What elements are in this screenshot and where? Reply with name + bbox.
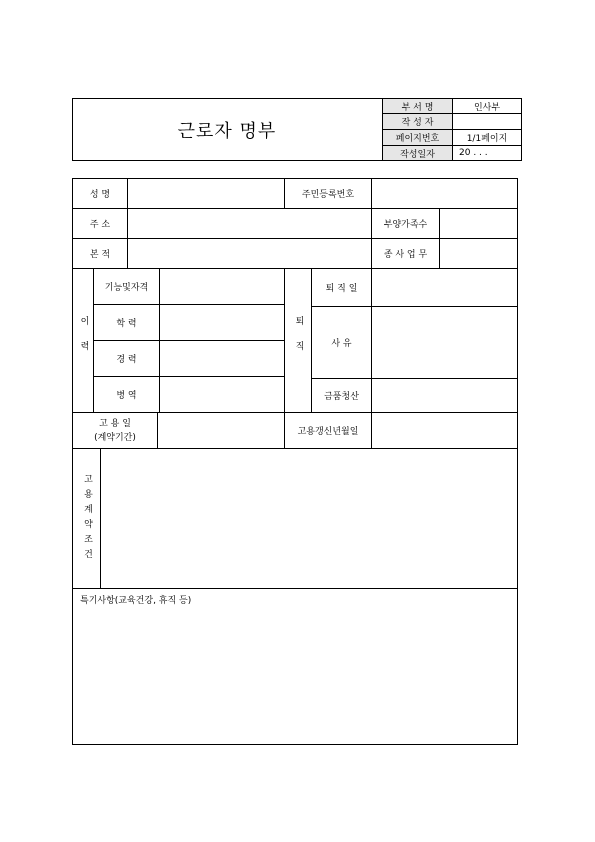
domicile-label: 본 적 xyxy=(89,250,111,260)
dependents-label: 부양가족수 xyxy=(383,220,428,230)
date-label: 작성일자 xyxy=(383,146,452,160)
author-label: 작 성 자 xyxy=(383,114,452,129)
dept-value: 인사부 xyxy=(473,102,501,113)
resident-number-label: 주민등록번호 xyxy=(301,190,355,200)
remarks-label: 특기사항(교육건강, 휴직 등) xyxy=(80,596,192,606)
name-label: 성 명 xyxy=(89,190,111,200)
history-label xyxy=(73,269,93,412)
author-value xyxy=(453,114,521,129)
education-label: 학 력 xyxy=(116,319,137,329)
address-label: 주 소 xyxy=(89,220,111,230)
hire-date-label xyxy=(73,413,157,448)
page-number-value: 1/1페이지 xyxy=(466,134,508,144)
date-value: 20 . . . xyxy=(459,148,488,158)
retirement-label-text: 퇴직 xyxy=(293,315,304,366)
contract-terms-label xyxy=(73,449,100,588)
career-label: 경 력 xyxy=(116,355,137,365)
dept-label: 부 서 명 xyxy=(383,99,452,113)
page-number-label: 페이지번호 xyxy=(383,130,452,145)
retire-date-label: 퇴 직 일 xyxy=(325,284,358,294)
renewal-date-label: 고용갱신년월일 xyxy=(297,427,359,437)
severance-label: 금품청산 xyxy=(324,392,359,402)
page-title: 근로자 명부 xyxy=(177,120,277,142)
history-label-text: 이력 xyxy=(78,315,89,366)
job-duty-label: 종 사 업 무 xyxy=(383,250,428,260)
form-box xyxy=(72,178,518,745)
reason-label: 사 유 xyxy=(331,339,352,349)
qualification-label: 기능및자격 xyxy=(104,283,149,293)
contract-period-text: (계약기간) xyxy=(94,432,136,443)
military-label: 병 역 xyxy=(116,391,137,401)
retirement-label xyxy=(285,269,311,412)
contract-terms-text: 고용계약조건 xyxy=(82,473,92,564)
hire-date-text: 고 용 일 xyxy=(99,418,131,429)
